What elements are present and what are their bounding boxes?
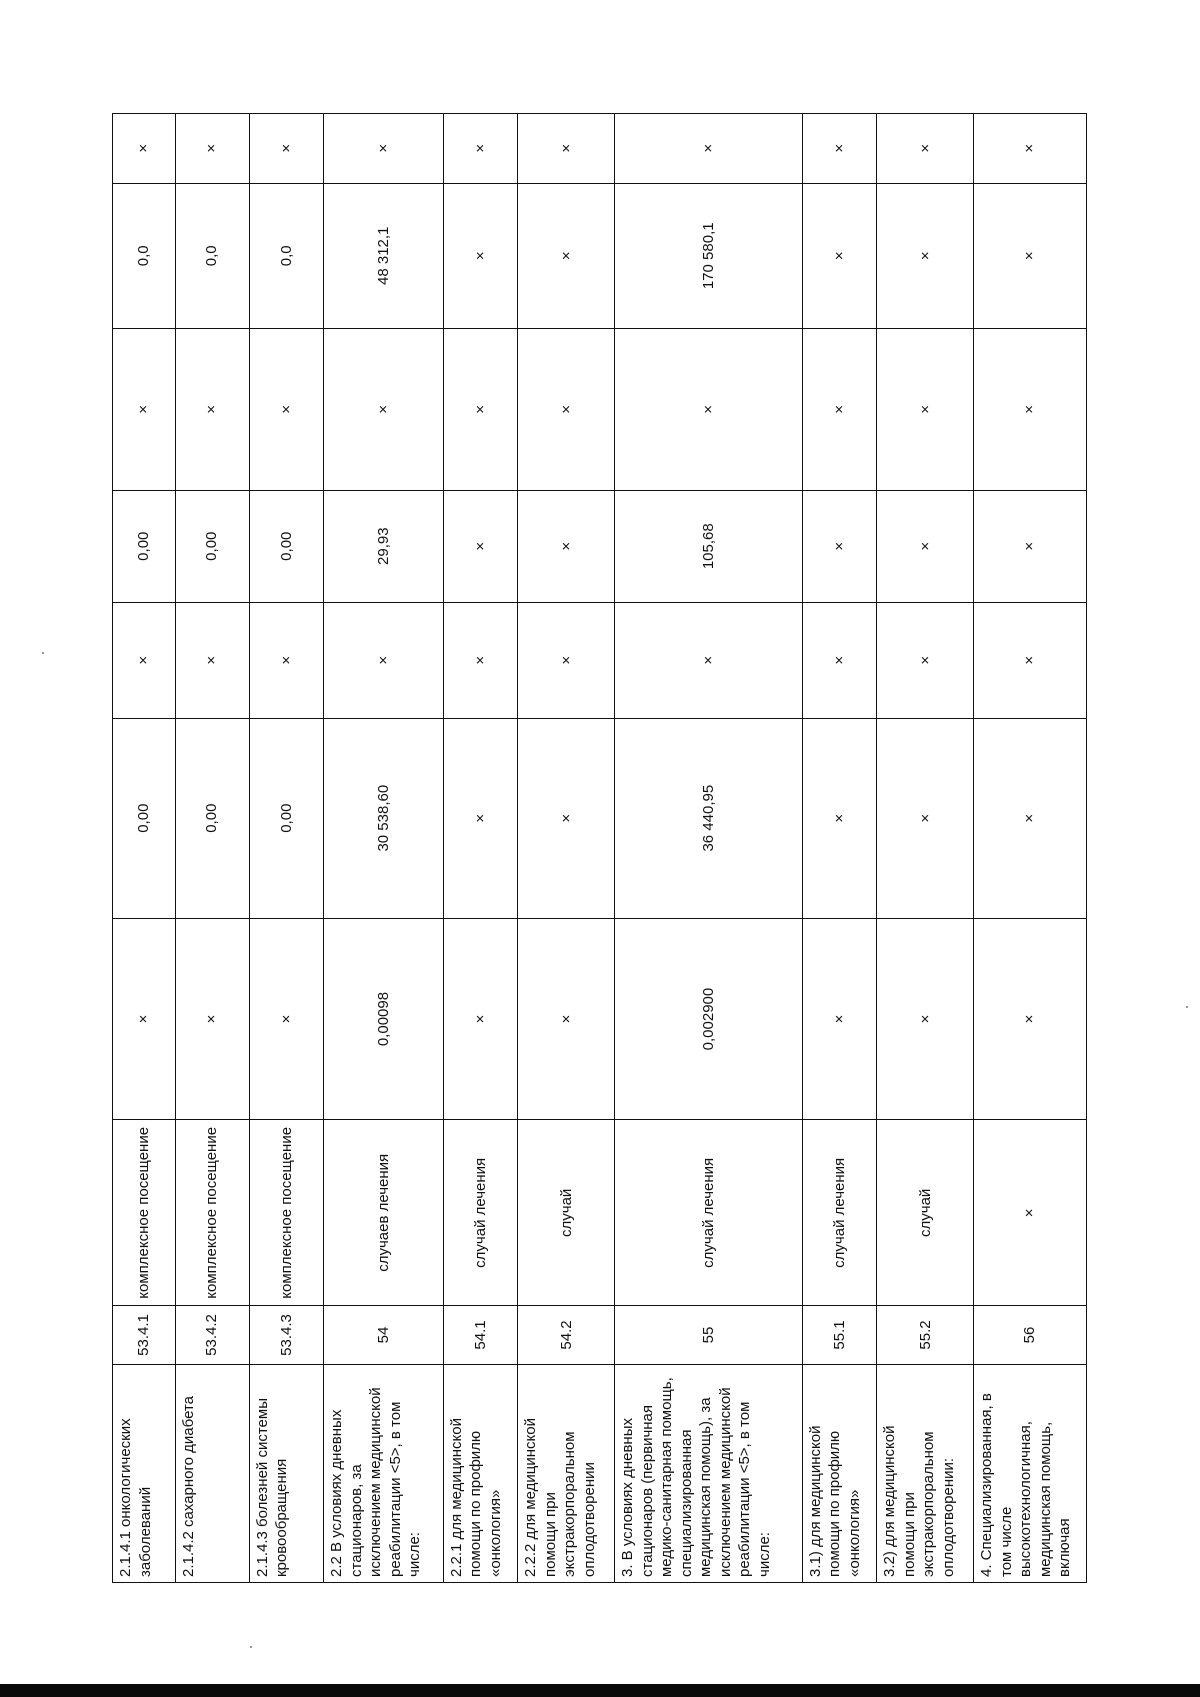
col4-cell: 0,00098 [324,918,444,1120]
col6-cell: × [175,602,249,718]
col5-cell: × [802,718,876,918]
col9-cell: × [802,183,876,328]
col4-cell: 0,002900 [615,918,803,1120]
row-code-cell: 55.1 [802,1306,876,1365]
col9-cell: 48 312,1 [324,183,444,328]
col9-cell: 0,0 [113,183,176,328]
col7-cell: × [802,490,876,602]
col9-cell: × [974,183,1087,328]
row-code-cell: 54 [324,1306,444,1365]
col7-cell: × [443,490,517,602]
col10-cell: × [443,114,517,184]
row-unit-cell: случай [518,1120,615,1306]
scan-edge-shadow [0,1684,1200,1697]
col4-cell: × [249,918,323,1120]
col10-cell: × [113,114,176,184]
col8-cell: × [113,329,176,491]
table-row [877,114,974,1583]
row-name-cell: 2.1.4.1 онкологических заболеваний [113,1364,176,1582]
row-unit-cell: комплексное посещение [249,1120,323,1306]
row-name-cell: 3. В условиях дневных стационаров (первичная медико-санитарная помощь, специализированная медицинская помощь), за исключением медицинской реабилитации <5>, в том числе: [615,1364,803,1582]
row-unit-cell: комплексное посещение [113,1120,176,1306]
col10-cell: × [974,114,1087,184]
row-code-cell: 54.2 [518,1306,615,1365]
row-name-cell: 2.2.1 для медицинской помощи по профилю «онкология» [443,1364,517,1582]
table-body [113,114,1087,1583]
col8-cell: × [324,329,444,491]
col7-cell: 0,00 [113,490,176,602]
col9-cell: 0,0 [175,183,249,328]
col5-cell: × [518,718,615,918]
col8-cell: × [249,329,323,491]
table-row [615,114,803,1583]
col7-cell: 0,00 [249,490,323,602]
row-code-cell: 55 [615,1306,803,1365]
col7-cell: × [877,490,974,602]
row-name-cell: 2.2 В условиях дневных стационаров, за исключением медицинской реабилитации <5>, в том числе: [324,1364,444,1582]
col6-cell: × [877,602,974,718]
col6-cell: × [974,602,1087,718]
row-name-cell: 2.1.4.2 сахарного диабета [175,1364,249,1582]
col5-cell: 0,00 [249,718,323,918]
col5-cell: × [443,718,517,918]
scan-speck [1186,1006,1188,1008]
row-name-cell: 2.1.4.3 болезней системы кровообращения [249,1364,323,1582]
col6-cell: × [518,602,615,718]
col6-cell: × [249,602,323,718]
col10-cell: × [175,114,249,184]
table-row [175,114,249,1583]
col7-cell: 105,68 [615,490,803,602]
col10-cell: × [802,114,876,184]
scan-speck [250,1646,252,1648]
row-unit-cell: случай [877,1120,974,1306]
col7-cell: 29,93 [324,490,444,602]
row-name-cell: 3.1) для медицинской помощи по профилю «онкология» [802,1364,876,1582]
scan-speck [42,652,44,654]
row-code-cell: 56 [974,1306,1087,1365]
col9-cell: × [443,183,517,328]
col8-cell: × [615,329,803,491]
col5-cell: × [877,718,974,918]
col4-cell: × [974,918,1087,1120]
col4-cell: × [877,918,974,1120]
col6-cell: × [615,602,803,718]
col4-cell: × [518,918,615,1120]
col7-cell: 0,00 [175,490,249,602]
rotated-table-wrapper [112,113,1087,1583]
col10-cell: × [615,114,803,184]
col10-cell: × [324,114,444,184]
col9-cell: × [877,183,974,328]
col6-cell: × [802,602,876,718]
col5-cell: 0,00 [175,718,249,918]
table-row [113,114,176,1583]
col5-cell: 30 538,60 [324,718,444,918]
row-code-cell: 54.1 [443,1306,517,1365]
col5-cell: 36 440,95 [615,718,803,918]
col6-cell: × [324,602,444,718]
table-row [518,114,615,1583]
col8-cell: × [175,329,249,491]
row-unit-cell: случай лечения [615,1120,803,1306]
col8-cell: × [974,329,1087,491]
col10-cell: × [249,114,323,184]
row-unit-cell: случаев лечения [324,1120,444,1306]
col6-cell: × [113,602,176,718]
col7-cell: × [518,490,615,602]
row-unit-cell: комплексное посещение [175,1120,249,1306]
col6-cell: × [443,602,517,718]
row-name-cell: 4. Специализированная, в том числе высокотехнологичная, медицинская помощь, включая [974,1364,1087,1582]
table-row [324,114,444,1583]
row-unit-cell: × [974,1120,1087,1306]
col4-cell: × [443,918,517,1120]
col10-cell: × [518,114,615,184]
col4-cell: × [113,918,176,1120]
row-name-cell: 3.2) для медицинской помощи при экстракорпоральном оплодотворении: [877,1364,974,1582]
col8-cell: × [518,329,615,491]
row-unit-cell: случай лечения [802,1120,876,1306]
table-row [802,114,876,1583]
row-unit-cell: случай лечения [443,1120,517,1306]
col8-cell: × [802,329,876,491]
col7-cell: × [974,490,1087,602]
row-code-cell: 55.2 [877,1306,974,1365]
col5-cell: × [974,718,1087,918]
table-row [443,114,517,1583]
table-row [974,114,1087,1583]
row-name-cell: 2.2.2 для медицинской помощи при экстракорпоральном оплодотворении [518,1364,615,1582]
data-table [112,113,1087,1583]
table-row [249,114,323,1583]
row-code-cell: 53.4.3 [249,1306,323,1365]
col8-cell: × [443,329,517,491]
col8-cell: × [877,329,974,491]
col4-cell: × [802,918,876,1120]
col4-cell: × [175,918,249,1120]
row-code-cell: 53.4.1 [113,1306,176,1365]
col9-cell: 170 580,1 [615,183,803,328]
col9-cell: 0,0 [249,183,323,328]
col10-cell: × [877,114,974,184]
col9-cell: × [518,183,615,328]
row-code-cell: 53.4.2 [175,1306,249,1365]
col5-cell: 0,00 [113,718,176,918]
